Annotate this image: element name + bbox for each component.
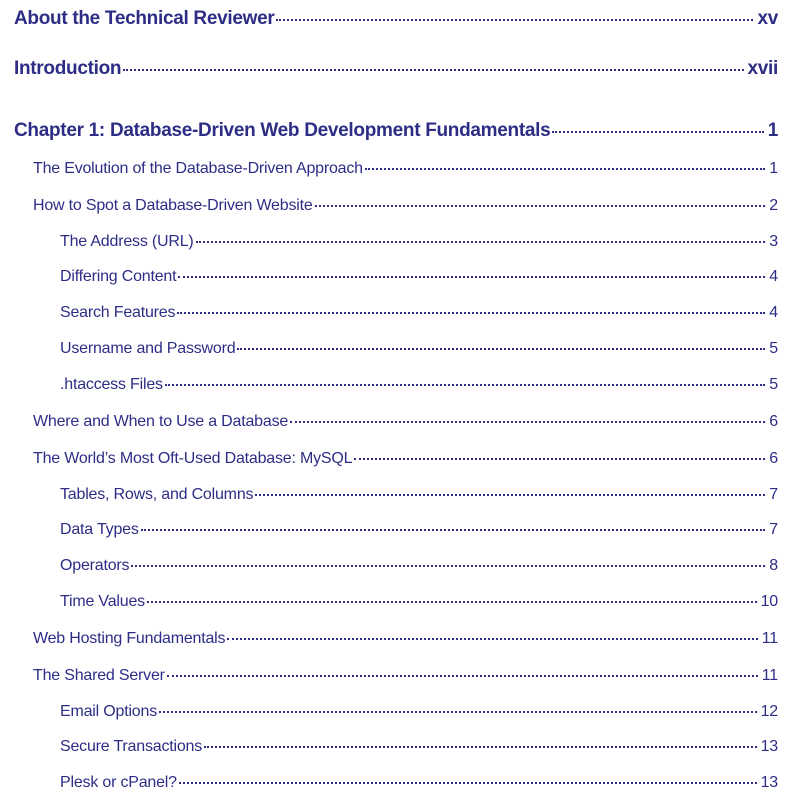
subsection-title: Time Values [60, 593, 145, 610]
chapter-title: Chapter 1: Database-Driven Web Development Fundamentals [14, 120, 551, 141]
section-page: 11 [761, 667, 778, 684]
toc-section[interactable] [33, 450, 778, 468]
subsection-page: 7 [769, 486, 778, 503]
subsection-page: 3 [769, 233, 778, 250]
toc-section[interactable] [33, 630, 778, 648]
subsection-title: Search Features [60, 304, 176, 321]
dot-leader [237, 348, 765, 350]
section-title: How to Spot a Database-Driven Website [33, 197, 313, 214]
dot-leader [165, 384, 765, 386]
toc-subsection[interactable] [60, 557, 778, 575]
dot-leader [354, 458, 765, 460]
dot-leader [159, 711, 757, 713]
dot-leader [315, 205, 766, 207]
subsection-title: Operators [60, 557, 130, 574]
toc-entry-technical-reviewer[interactable] [14, 8, 778, 30]
subsection-title: The Address (URL) [60, 233, 194, 250]
dot-leader [365, 168, 765, 170]
dot-leader [227, 638, 757, 640]
toc-subsection[interactable] [60, 376, 778, 394]
dot-leader [196, 241, 766, 243]
subsection-title: Username and Password [60, 340, 236, 357]
toc-subsection[interactable] [60, 486, 778, 504]
toc-chapter-1[interactable] [14, 120, 778, 142]
dot-leader [147, 601, 757, 603]
toc-subsection[interactable] [60, 340, 778, 358]
dot-leader [131, 565, 765, 567]
section-title: Web Hosting Fundamentals [33, 630, 226, 647]
section-title: The World’s Most Oft-Used Database: MySQL [33, 450, 353, 467]
dot-leader [178, 276, 765, 278]
section-page: 2 [769, 197, 778, 214]
toc-section[interactable] [33, 197, 778, 215]
toc-entry-page: xvii [747, 58, 778, 79]
subsection-title: Tables, Rows, and Columns [60, 486, 254, 503]
toc-section[interactable] [33, 413, 778, 431]
section-page: 11 [761, 630, 778, 647]
subsection-page: 7 [769, 521, 778, 538]
subsection-title: Plesk or cPanel? [60, 774, 177, 791]
toc-section[interactable] [33, 160, 778, 178]
subsection-title: Data Types [60, 521, 139, 538]
subsection-title: .htaccess Files [60, 376, 163, 393]
toc-subsection[interactable] [60, 738, 778, 756]
toc-subsection[interactable] [60, 268, 778, 286]
dot-leader [123, 69, 743, 71]
dot-leader [290, 421, 765, 423]
dot-leader [167, 675, 758, 677]
toc-entry-title: About the Technical Reviewer [14, 8, 275, 29]
section-title: The Evolution of the Database-Driven Approach [33, 160, 363, 177]
toc-subsection[interactable] [60, 593, 778, 611]
subsection-page: 13 [760, 738, 778, 755]
chapter-page: 1 [767, 120, 778, 141]
subsection-page: 4 [769, 268, 778, 285]
subsection-page: 12 [760, 703, 778, 720]
section-title: The Shared Server [33, 667, 165, 684]
toc-subsection[interactable] [60, 703, 778, 721]
subsection-page: 5 [769, 340, 778, 357]
subsection-page: 13 [760, 774, 778, 791]
subsection-page: 5 [769, 376, 778, 393]
dot-leader [552, 131, 763, 133]
dot-leader [177, 312, 765, 314]
dot-leader [255, 494, 765, 496]
toc-entry-introduction[interactable] [14, 58, 778, 80]
subsection-page: 10 [760, 593, 778, 610]
toc-entry-title: Introduction [14, 58, 122, 79]
subsection-page: 8 [769, 557, 778, 574]
dot-leader [179, 782, 757, 784]
dot-leader [204, 746, 757, 748]
dot-leader [141, 529, 766, 531]
section-page: 6 [769, 450, 778, 467]
toc-subsection[interactable] [60, 233, 778, 251]
subsection-title: Secure Transactions [60, 738, 203, 755]
toc-subsection[interactable] [60, 304, 778, 322]
section-page: 6 [769, 413, 778, 430]
toc-section[interactable] [33, 667, 778, 685]
subsection-title: Differing Content [60, 268, 177, 285]
section-page: 1 [769, 160, 778, 177]
toc-subsection[interactable] [60, 774, 778, 792]
toc-entry-page: xv [757, 8, 778, 29]
subsection-page: 4 [769, 304, 778, 321]
subsection-title: Email Options [60, 703, 157, 720]
dot-leader [276, 19, 753, 21]
toc-subsection[interactable] [60, 521, 778, 539]
section-title: Where and When to Use a Database [33, 413, 289, 430]
